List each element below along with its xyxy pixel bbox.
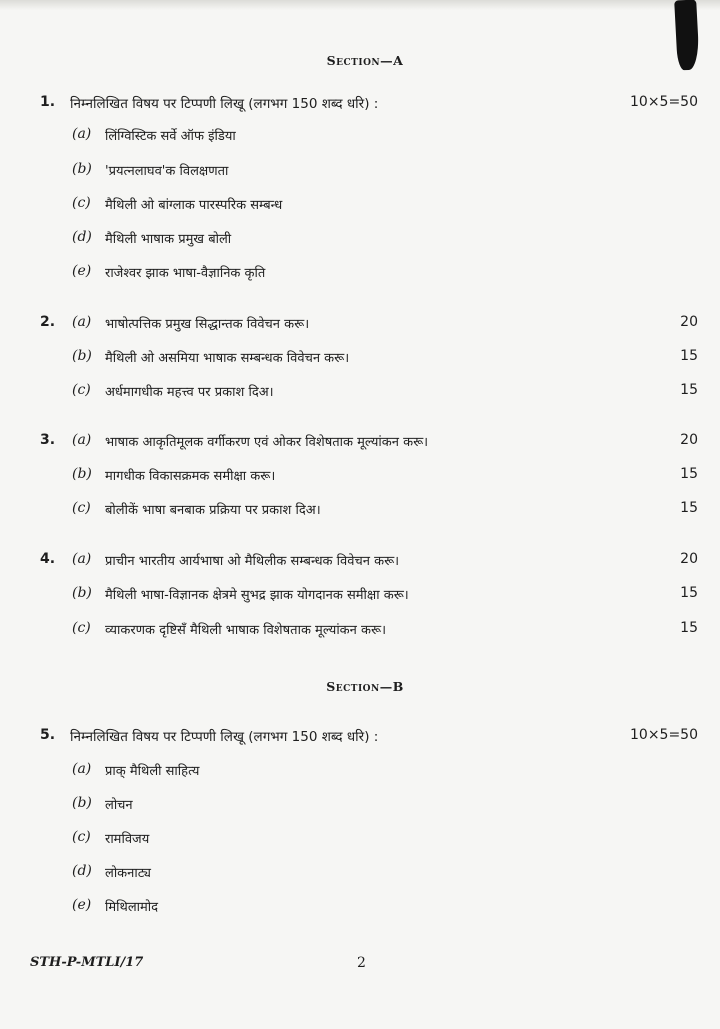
item-label: (a): [72, 761, 92, 777]
item-text: मैथिली भाषा-विज्ञानक क्षेत्रमे सुभद्र झाक योगदानक समीक्षा करू।: [105, 588, 409, 603]
question-2a: [0, 314, 720, 334]
item-label: (a): [72, 432, 92, 448]
page-number: 2: [357, 955, 366, 971]
item-text: बोलीकें भाषा बनबाक प्रक्रिया पर प्रकाश दिअ।: [105, 503, 321, 518]
item-label: (c): [72, 195, 91, 211]
question-item: [0, 229, 720, 249]
item-label: (c): [72, 500, 91, 516]
item-text: राजेश्वर झाक भाषा-वैज्ञानिक कृति: [105, 266, 266, 281]
question-item: [0, 161, 720, 181]
item-label: (c): [72, 382, 91, 398]
item-text: व्याकरणक दृष्टिसँ मैथिली भाषाक विशेषताक मूल्यांकन करू।: [105, 623, 387, 638]
item-label: (d): [72, 863, 92, 879]
paper-code: STH-P-MTLI/17: [30, 955, 144, 970]
item-marks: 15: [680, 620, 698, 636]
section-a-title: Section—A: [326, 53, 404, 68]
item-label: (b): [72, 585, 92, 601]
question-2c: [0, 382, 720, 402]
question-number: 5.: [40, 727, 56, 743]
item-label: (e): [72, 897, 92, 913]
question-marks: 10×5=50: [630, 727, 698, 743]
section-b-title: Section—B: [326, 679, 404, 694]
item-label: (e): [72, 263, 92, 279]
item-text: मागधीक विकासक्रमक समीक्षा करू।: [105, 469, 276, 484]
item-marks: 20: [680, 551, 698, 567]
question-5: [0, 727, 720, 747]
item-text: प्राक् मैथिली साहित्य: [105, 764, 200, 779]
question-item: [0, 795, 720, 815]
item-text: लोचन: [105, 798, 133, 813]
item-text: लिंग्विस्टिक सर्वे ऑफ इंडिया: [105, 129, 236, 144]
item-marks: 20: [680, 432, 698, 448]
item-text: प्राचीन भारतीय आर्यभाषा ओ मैथिलीक सम्बन्धक विवेचन करू।: [105, 554, 400, 569]
item-marks: 15: [680, 466, 698, 482]
item-label: (d): [72, 229, 92, 245]
item-marks: 15: [680, 348, 698, 364]
question-number: 3.: [40, 432, 56, 448]
item-text: लोकनाट्य: [105, 866, 151, 881]
item-marks: 15: [680, 585, 698, 601]
item-text: रामविजय: [105, 832, 150, 847]
question-text: निम्नलिखित विषय पर टिप्पणी लिखू (लगभग 150 शब्द धरि) :: [70, 729, 379, 745]
item-label: (a): [72, 551, 92, 567]
item-text: भाषोत्पत्तिक प्रमुख सिद्धान्तक विवेचन करू।: [105, 317, 310, 332]
question-3a: [0, 432, 720, 452]
item-text: 'प्रयत्नलाघव'क विलक्षणता: [105, 164, 229, 179]
question-3c: [0, 500, 720, 520]
question-item: [0, 263, 720, 283]
question-number: 4.: [40, 551, 56, 567]
question-text: निम्नलिखित विषय पर टिप्पणी लिखू (लगभग 150 शब्द धरि) :: [70, 96, 379, 112]
item-text: मैथिली ओ असमिया भाषाक सम्बन्धक विवेचन करू।: [105, 351, 350, 366]
question-4a: [0, 551, 720, 571]
item-label: (b): [72, 795, 92, 811]
item-text: मैथिली भाषाक प्रमुख बोली: [105, 232, 232, 247]
item-text: भाषाक आकृतिमूलक वर्गीकरण एवं ओकर विशेषताक मूल्यांकन करू।: [105, 435, 429, 450]
item-marks: 20: [680, 314, 698, 330]
question-3b: [0, 466, 720, 486]
question-item: [0, 761, 720, 781]
question-4c: [0, 620, 720, 640]
question-marks: 10×5=50: [630, 94, 698, 110]
question-item: [0, 829, 720, 849]
item-label: (a): [72, 126, 92, 142]
question-item: [0, 897, 720, 917]
item-marks: 15: [680, 382, 698, 398]
question-item: [0, 863, 720, 883]
item-text: अर्धमागधीक महत्त्व पर प्रकाश दिअ।: [105, 385, 274, 400]
question-number: 2.: [40, 314, 56, 330]
page-top-edge: [0, 0, 720, 10]
question-1: [0, 94, 720, 114]
question-2b: [0, 348, 720, 368]
item-label: (b): [72, 348, 92, 364]
question-item: [0, 126, 720, 146]
item-label: (a): [72, 314, 92, 330]
item-label: (c): [72, 829, 91, 845]
item-text: मिथिलामोद: [105, 900, 159, 915]
item-label: (b): [72, 161, 92, 177]
item-text: मैथिली ओ बांग्लाक पारस्परिक सम्बन्ध: [105, 198, 283, 213]
question-4b: [0, 585, 720, 605]
question-number: 1.: [40, 94, 56, 110]
item-label: (c): [72, 620, 91, 636]
item-label: (b): [72, 466, 92, 482]
item-marks: 15: [680, 500, 698, 516]
question-item: [0, 195, 720, 215]
